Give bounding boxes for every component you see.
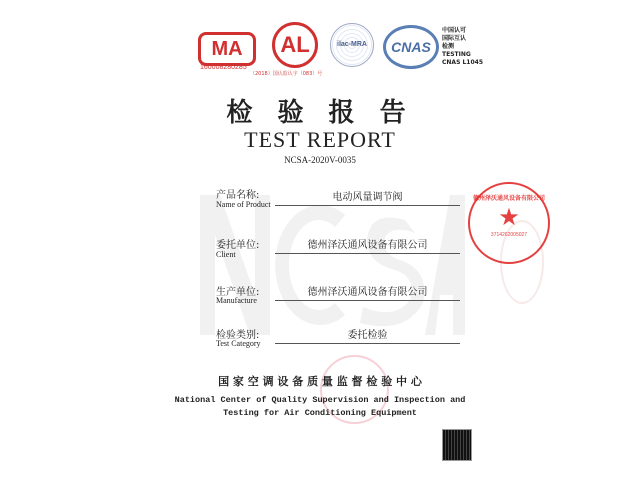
org-name-en-2: Testing for Air Conditioning Equipment: [223, 408, 417, 418]
title-cn: 检 验 报 告: [226, 98, 414, 128]
field-label-manufacture: 生产单位:: [216, 287, 260, 298]
title-en: TEST REPORT: [244, 127, 396, 152]
field-value-category: 委托检验: [275, 326, 460, 344]
field-label-client-en: Client: [216, 250, 236, 259]
org-name-en-1: National Center of Quality Supervision and Inspection and: [174, 395, 466, 405]
company-seal: [468, 182, 550, 264]
cnas-line: TESTING: [442, 51, 471, 58]
seal-text: 德州泽沃通风设备有限公司: [472, 195, 545, 202]
field-label-client: 委托单位:: [216, 240, 260, 251]
cnas-line: 国际互认: [442, 35, 467, 42]
field-label-manufacture-en: Manufacture: [216, 296, 257, 305]
field-label-product: 产品名称:: [216, 190, 260, 201]
cal-caption: （2018）国认监认字（083）号: [250, 71, 323, 77]
field-label-category: 检验类别:: [216, 330, 260, 341]
field-label-product-en: Name of Product: [216, 200, 271, 209]
watermark: [195, 185, 465, 345]
ilac-logo: ilac-MRA: [330, 23, 374, 67]
report-number: NCSA-2020V-0035: [284, 155, 356, 165]
org-name-cn: 国 家 空 调 设 备 质 量 监 督 检 验 中 心: [218, 375, 422, 388]
cnas-logo: CNAS: [383, 25, 439, 69]
cnas-line: 中国认可: [442, 27, 467, 34]
field-value-manufacture: 德州泽沃通风设备有限公司: [275, 283, 460, 301]
field-value-product: 电动风量调节阀: [275, 188, 460, 206]
field-value-client: 德州泽沃通风设备有限公司: [275, 236, 460, 254]
cnas-line: CNAS L1045: [442, 59, 484, 66]
seal-number: 3714262005027: [490, 232, 528, 238]
cnas-line: 检测: [442, 43, 455, 50]
cnas-text: [442, 27, 483, 67]
field-label-category-en: Test Category: [216, 339, 261, 348]
cma-logo: MA: [198, 32, 256, 66]
qr-code: [443, 430, 471, 460]
star-icon: ★: [498, 203, 520, 231]
cma-number: 160008280285: [200, 64, 247, 71]
cal-logo: AL: [272, 22, 318, 68]
